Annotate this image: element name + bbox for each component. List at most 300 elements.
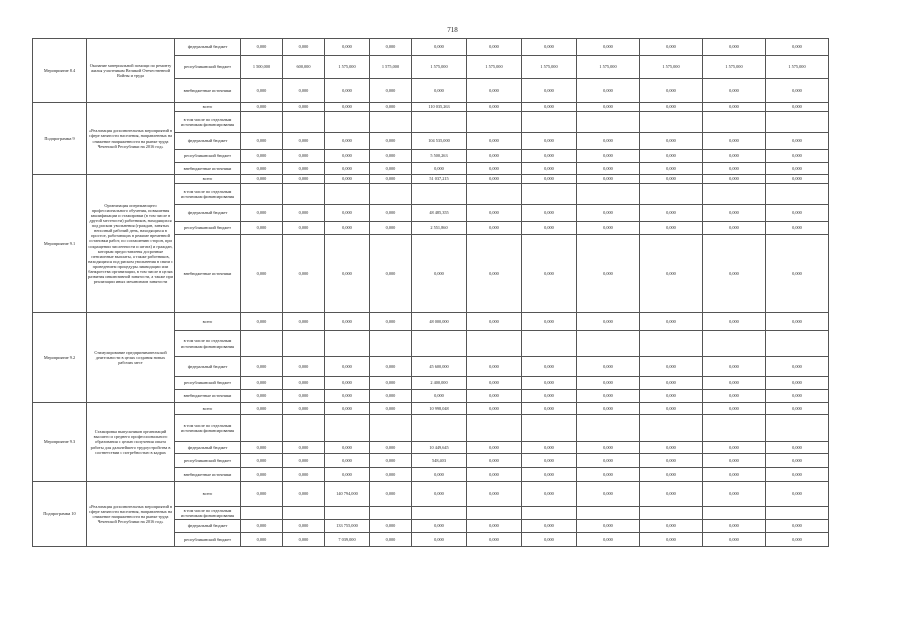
amount-cell: 0,000 [467, 150, 522, 163]
program-description-cell: «Реализация дополнительных мероприятий в сфере занятости населения, направленных на снижение напряженности на рынке труда Чеченской Республики на 2016 год» [87, 103, 175, 175]
amount-cell: 0,000 [703, 482, 766, 507]
amount-cell: 0,000 [703, 39, 766, 56]
amount-cell: 0,000 [703, 150, 766, 163]
amount-cell: 1 575,000 [577, 56, 640, 79]
amount-cell: 0,000 [577, 468, 640, 482]
amount-cell: 0,000 [412, 390, 467, 403]
amount-cell: 10 449,645 [412, 442, 467, 454]
amount-cell: 0,000 [703, 103, 766, 112]
funding-source-cell: республиканский бюджет [175, 150, 241, 163]
amount-cell: 48 485,355 [412, 205, 467, 222]
amount-cell: 0,000 [241, 533, 283, 547]
amount-cell: 0,000 [703, 533, 766, 547]
amount-cell: 2 400,000 [412, 377, 467, 390]
amount-cell: 0,000 [577, 403, 640, 415]
amount-cell: 0,000 [640, 357, 703, 377]
amount-cell: 0,000 [577, 482, 640, 507]
amount-cell: 0,000 [703, 313, 766, 331]
amount-cell: 0,000 [283, 133, 325, 150]
amount-cell: 0,000 [522, 520, 577, 533]
amount-cell: 0,000 [412, 235, 467, 313]
amount-cell [577, 184, 640, 205]
amount-cell: 0,000 [640, 313, 703, 331]
amount-cell [522, 184, 577, 205]
program-name-cell: Мероприятие 9.3 [33, 403, 87, 482]
amount-cell [325, 415, 370, 442]
amount-cell: 0,000 [522, 205, 577, 222]
amount-cell: 0,000 [241, 377, 283, 390]
funding-source-cell: внебюджетные источники [175, 79, 241, 103]
amount-cell: 0,000 [325, 357, 370, 377]
amount-cell: 0,000 [766, 39, 829, 56]
amount-cell: 0,000 [577, 533, 640, 547]
amount-cell: 0,000 [283, 390, 325, 403]
amount-cell [467, 331, 522, 357]
amount-cell: 0,000 [467, 454, 522, 468]
amount-cell: 0,000 [241, 357, 283, 377]
amount-cell: 1 575,000 [467, 56, 522, 79]
amount-cell [467, 415, 522, 442]
program-name-cell: Мероприятие 8.4 [33, 39, 87, 103]
amount-cell [325, 507, 370, 520]
amount-cell: 104 535,000 [412, 133, 467, 150]
page-number: 718 [447, 26, 458, 34]
amount-cell: 0,000 [283, 222, 325, 235]
amount-cell: 0,000 [577, 377, 640, 390]
amount-cell: 0,000 [640, 235, 703, 313]
amount-cell [577, 331, 640, 357]
amount-cell [522, 112, 577, 133]
amount-cell: 0,000 [467, 313, 522, 331]
amount-cell: 0,000 [370, 133, 412, 150]
amount-cell [766, 331, 829, 357]
amount-cell: 0,000 [703, 403, 766, 415]
amount-cell: 0,000 [370, 390, 412, 403]
amount-cell: 0,000 [522, 357, 577, 377]
amount-cell: 0,000 [577, 39, 640, 56]
amount-cell: 0,000 [522, 222, 577, 235]
amount-cell: 0,000 [640, 442, 703, 454]
amount-cell: 0,000 [412, 39, 467, 56]
amount-cell: 0,000 [522, 482, 577, 507]
amount-cell: 1 575,000 [766, 56, 829, 79]
amount-cell: 0,000 [241, 482, 283, 507]
amount-cell: 0,000 [325, 79, 370, 103]
amount-cell: 0,000 [370, 533, 412, 547]
amount-cell [241, 415, 283, 442]
amount-cell [640, 415, 703, 442]
amount-cell: 0,000 [766, 377, 829, 390]
funding-source-cell: всего [175, 313, 241, 331]
amount-cell [577, 415, 640, 442]
amount-cell: 0,000 [577, 133, 640, 150]
amount-cell: 0,000 [640, 468, 703, 482]
amount-cell: 0,000 [370, 482, 412, 507]
amount-cell: 0,000 [467, 442, 522, 454]
amount-cell: 0,000 [283, 150, 325, 163]
amount-cell: 0,000 [370, 150, 412, 163]
funding-source-cell: федеральный бюджет [175, 39, 241, 56]
amount-cell: 0,000 [522, 377, 577, 390]
amount-cell: 1 575,000 [370, 56, 412, 79]
amount-cell: 10 998,048 [412, 403, 467, 415]
amount-cell: 0,000 [640, 403, 703, 415]
amount-cell: 0,000 [370, 79, 412, 103]
amount-cell: 0,000 [412, 163, 467, 175]
amount-cell: 0,000 [370, 454, 412, 468]
amount-cell: 51 037,215 [412, 175, 467, 184]
amount-cell [766, 184, 829, 205]
amount-cell: 0,000 [283, 39, 325, 56]
amount-cell: 0,000 [325, 39, 370, 56]
amount-cell [241, 112, 283, 133]
funding-source-cell: республиканский бюджет [175, 56, 241, 79]
amount-cell [325, 184, 370, 205]
amount-cell: 0,000 [522, 235, 577, 313]
amount-cell: 0,000 [640, 175, 703, 184]
amount-cell: 0,000 [766, 357, 829, 377]
amount-cell: 0,000 [577, 79, 640, 103]
amount-cell: 0,000 [283, 454, 325, 468]
amount-cell [467, 112, 522, 133]
amount-cell: 0,000 [241, 454, 283, 468]
funding-source-cell: всего [175, 482, 241, 507]
amount-cell: 0,000 [467, 175, 522, 184]
funding-source-cell: всего [175, 175, 241, 184]
amount-cell: 0,000 [577, 357, 640, 377]
amount-cell: 0,000 [703, 520, 766, 533]
amount-cell: 0,000 [241, 163, 283, 175]
amount-cell: 45 600,000 [412, 357, 467, 377]
funding-source-cell: федеральный бюджет [175, 520, 241, 533]
amount-cell [412, 507, 467, 520]
amount-cell: 0,000 [467, 533, 522, 547]
amount-cell: 0,000 [522, 79, 577, 103]
amount-cell: 2 551,860 [412, 222, 467, 235]
amount-cell: 0,000 [766, 133, 829, 150]
amount-cell: 0,000 [283, 79, 325, 103]
program-description-cell: Стажировка выпускников организаций высшего и среднего профессионального образования с целью получения опыта работы для дальнейшего трудоустройства в соответствии с потребностью в кадрах [87, 403, 175, 482]
amount-cell: 0,000 [370, 222, 412, 235]
amount-cell: 0,000 [241, 79, 283, 103]
amount-cell: 0,000 [241, 235, 283, 313]
program-name-cell: Мероприятие 9.2 [33, 313, 87, 403]
amount-cell: 0,000 [640, 163, 703, 175]
amount-cell: 0,000 [241, 175, 283, 184]
amount-cell: 0,000 [241, 520, 283, 533]
amount-cell: 0,000 [325, 377, 370, 390]
amount-cell: 0,000 [412, 520, 467, 533]
amount-cell: 0,000 [241, 468, 283, 482]
amount-cell: 0,000 [703, 175, 766, 184]
amount-cell: 0,000 [467, 403, 522, 415]
amount-cell: 0,000 [766, 533, 829, 547]
amount-cell: 0,000 [467, 222, 522, 235]
table-row [33, 39, 905, 56]
amount-cell [703, 331, 766, 357]
amount-cell: 0,000 [283, 468, 325, 482]
amount-cell: 0,000 [703, 133, 766, 150]
funding-source-cell: в том числе по отдельным источникам финансирования [175, 184, 241, 205]
amount-cell: 0,000 [467, 103, 522, 112]
amount-cell [412, 415, 467, 442]
funding-source-cell: федеральный бюджет [175, 442, 241, 454]
amount-cell: 0,000 [522, 403, 577, 415]
amount-cell [241, 507, 283, 520]
amount-cell: 0,000 [325, 150, 370, 163]
amount-cell: 0,000 [766, 403, 829, 415]
amount-cell [241, 331, 283, 357]
amount-cell: 0,000 [325, 222, 370, 235]
amount-cell: 0,000 [766, 150, 829, 163]
amount-cell: 0,000 [640, 222, 703, 235]
table-row [33, 175, 905, 184]
amount-cell: 0,000 [370, 39, 412, 56]
amount-cell [703, 184, 766, 205]
amount-cell: 0,000 [325, 235, 370, 313]
amount-cell: 0,000 [412, 79, 467, 103]
amount-cell [703, 415, 766, 442]
amount-cell: 0,000 [370, 442, 412, 454]
amount-cell [412, 112, 467, 133]
amount-cell [412, 184, 467, 205]
amount-cell: 0,000 [241, 103, 283, 112]
program-name-cell: Мероприятие 9.1 [33, 175, 87, 313]
amount-cell: 600,000 [283, 56, 325, 79]
table-row [33, 103, 905, 112]
amount-cell: 0,000 [467, 482, 522, 507]
amount-cell: 1 500,000 [241, 56, 283, 79]
amount-cell: 5 500,263 [412, 150, 467, 163]
amount-cell: 0,000 [522, 39, 577, 56]
amount-cell: 0,000 [522, 150, 577, 163]
amount-cell: 0,000 [283, 482, 325, 507]
amount-cell: 0,000 [640, 533, 703, 547]
amount-cell: 0,000 [703, 235, 766, 313]
amount-cell: 0,000 [283, 163, 325, 175]
amount-cell: 0,000 [522, 454, 577, 468]
amount-cell: 0,000 [467, 163, 522, 175]
amount-cell: 0,000 [370, 103, 412, 112]
amount-cell: 0,000 [703, 222, 766, 235]
amount-cell [640, 112, 703, 133]
amount-cell: 0,000 [766, 454, 829, 468]
amount-cell: 0,000 [640, 390, 703, 403]
amount-cell: 0,000 [522, 442, 577, 454]
amount-cell: 0,000 [577, 454, 640, 468]
amount-cell: 0,000 [241, 442, 283, 454]
amount-cell [766, 415, 829, 442]
amount-cell: 0,000 [467, 39, 522, 56]
program-description-cell: Оказание материальной помощи по ремонту жилья участникам Великой Отечественной Войны и труда [87, 39, 175, 103]
amount-cell: 0,000 [703, 377, 766, 390]
amount-cell: 0,000 [241, 313, 283, 331]
amount-cell: 0,000 [522, 390, 577, 403]
amount-cell: 0,000 [370, 205, 412, 222]
amount-cell: 0,000 [640, 150, 703, 163]
amount-cell: 0,000 [577, 222, 640, 235]
funding-source-cell: федеральный бюджет [175, 133, 241, 150]
amount-cell: 0,000 [467, 377, 522, 390]
amount-cell: 0,000 [325, 454, 370, 468]
amount-cell [640, 184, 703, 205]
amount-cell: 0,000 [283, 403, 325, 415]
amount-cell [370, 112, 412, 133]
amount-cell: 0,000 [370, 175, 412, 184]
amount-cell: 0,000 [766, 442, 829, 454]
amount-cell: 0,000 [640, 482, 703, 507]
amount-cell: 0,000 [522, 533, 577, 547]
amount-cell: 0,000 [522, 175, 577, 184]
amount-cell: 0,000 [640, 39, 703, 56]
amount-cell: 0,000 [283, 205, 325, 222]
amount-cell: 0,000 [766, 482, 829, 507]
amount-cell: 0,000 [412, 533, 467, 547]
table-row [33, 403, 905, 415]
amount-cell [577, 507, 640, 520]
amount-cell: 0,000 [640, 103, 703, 112]
funding-source-cell: республиканский бюджет [175, 222, 241, 235]
amount-cell: 0,000 [522, 163, 577, 175]
amount-cell: 548,403 [412, 454, 467, 468]
amount-cell [283, 331, 325, 357]
amount-cell: 0,000 [640, 377, 703, 390]
funding-source-cell: республиканский бюджет [175, 533, 241, 547]
amount-cell [412, 331, 467, 357]
amount-cell: 0,000 [703, 454, 766, 468]
amount-cell: 0,000 [370, 357, 412, 377]
amount-cell: 0,000 [467, 133, 522, 150]
amount-cell: 0,000 [325, 468, 370, 482]
amount-cell: 0,000 [766, 205, 829, 222]
amount-cell: 0,000 [703, 357, 766, 377]
amount-cell: 0,000 [370, 468, 412, 482]
amount-cell [283, 507, 325, 520]
amount-cell: 0,000 [467, 205, 522, 222]
amount-cell: 0,000 [283, 313, 325, 331]
amount-cell: 0,000 [640, 454, 703, 468]
amount-cell: 0,000 [577, 442, 640, 454]
amount-cell: 0,000 [370, 163, 412, 175]
program-name-cell: Подпрограмма 9 [33, 103, 87, 175]
amount-cell: 0,000 [766, 520, 829, 533]
funding-source-cell: федеральный бюджет [175, 205, 241, 222]
amount-cell: 0,000 [370, 235, 412, 313]
amount-cell [283, 184, 325, 205]
amount-cell: 0,000 [577, 520, 640, 533]
amount-cell: 48 000,000 [412, 313, 467, 331]
amount-cell: 0,000 [325, 175, 370, 184]
amount-cell [522, 331, 577, 357]
funding-source-cell: федеральный бюджет [175, 357, 241, 377]
amount-cell: 0,000 [283, 235, 325, 313]
amount-cell: 0,000 [577, 235, 640, 313]
amount-cell: 0,000 [522, 468, 577, 482]
amount-cell: 0,000 [766, 313, 829, 331]
amount-cell [640, 507, 703, 520]
amount-cell [325, 331, 370, 357]
amount-cell: 110 035,263 [412, 103, 467, 112]
amount-cell [766, 507, 829, 520]
amount-cell: 0,000 [325, 205, 370, 222]
amount-cell: 0,000 [703, 468, 766, 482]
amount-cell: 0,000 [412, 482, 467, 507]
amount-cell: 0,000 [241, 39, 283, 56]
amount-cell [370, 331, 412, 357]
amount-cell [766, 112, 829, 133]
funding-source-cell: в том числе по отдельным источникам финансирования [175, 415, 241, 442]
funding-source-cell: внебюджетные источники [175, 235, 241, 313]
amount-cell [467, 184, 522, 205]
amount-cell: 0,000 [766, 79, 829, 103]
amount-cell: 0,000 [766, 235, 829, 313]
amount-cell: 0,000 [703, 163, 766, 175]
amount-cell: 0,000 [370, 403, 412, 415]
amount-cell: 0,000 [283, 533, 325, 547]
amount-cell: 0,000 [703, 79, 766, 103]
program-description-cell: Организация опережающего профессионального обучения, повышения квалификации и стажировки (в том числе в другой местности) работников, находящихся под риском увольнения (граждан, занятых неполный рабочий день, находящихся в простое, работающих в режиме временной остановки работ, по соглашению сторон, при сокращении численности и штата) и граждан, которым предоставлены досрочные пенсионные выплаты, а также работников, находящихся под риском увольнения в связи с проведением процедуры ликвидации или банкротства организации, в том числе в целях развития инклюзивной занятости, а также при реализации иных механизмов занятости [87, 175, 175, 313]
amount-cell: 0,000 [325, 313, 370, 331]
funding-source-cell: всего [175, 103, 241, 112]
amount-cell [703, 507, 766, 520]
funding-source-cell: республиканский бюджет [175, 454, 241, 468]
amount-cell: 0,000 [577, 175, 640, 184]
amount-cell: 0,000 [577, 150, 640, 163]
amount-cell: 0,000 [283, 175, 325, 184]
amount-cell [370, 184, 412, 205]
amount-cell: 0,000 [467, 390, 522, 403]
amount-cell: 0,000 [325, 133, 370, 150]
amount-cell: 0,000 [325, 103, 370, 112]
amount-cell: 0,000 [412, 468, 467, 482]
funding-source-cell: в том числе по отдельным источникам финансирования [175, 331, 241, 357]
amount-cell: 1 575,000 [412, 56, 467, 79]
amount-cell: 0,000 [577, 103, 640, 112]
amount-cell: 0,000 [370, 520, 412, 533]
amount-cell: 0,000 [766, 175, 829, 184]
amount-cell [370, 507, 412, 520]
amount-cell: 1 575,000 [522, 56, 577, 79]
amount-cell: 0,000 [766, 390, 829, 403]
amount-cell: 0,000 [283, 103, 325, 112]
amount-cell: 0,000 [703, 442, 766, 454]
amount-cell: 0,000 [766, 163, 829, 175]
funding-source-cell: всего [175, 403, 241, 415]
amount-cell: 0,000 [325, 390, 370, 403]
amount-cell: 0,000 [577, 390, 640, 403]
funding-source-cell: в том числе по отдельным источникам финансирования [175, 507, 241, 520]
amount-cell: 0,000 [766, 222, 829, 235]
program-description-cell: «Реализация дополнительных мероприятий в сфере занятости населения, направленных на снижение напряженности на рынке труда Чеченской Республики на 2016 год» [87, 482, 175, 547]
amount-cell: 0,000 [467, 468, 522, 482]
amount-cell: 0,000 [467, 79, 522, 103]
funding-source-cell: республиканский бюджет [175, 377, 241, 390]
amount-cell: 0,000 [640, 133, 703, 150]
amount-cell: 0,000 [467, 235, 522, 313]
amount-cell: 0,000 [522, 313, 577, 331]
amount-cell [522, 507, 577, 520]
amount-cell: 0,000 [325, 442, 370, 454]
amount-cell: 0,000 [467, 357, 522, 377]
program-description-cell: Стимулирование предпринимательской деятельности в целях создания новых рабочих мест [87, 313, 175, 403]
amount-cell: 0,000 [241, 403, 283, 415]
amount-cell: 0,000 [766, 468, 829, 482]
amount-cell: 140 794,000 [325, 482, 370, 507]
table-row [33, 482, 905, 507]
amount-cell [283, 112, 325, 133]
amount-cell: 0,000 [241, 222, 283, 235]
amount-cell: 0,000 [241, 390, 283, 403]
